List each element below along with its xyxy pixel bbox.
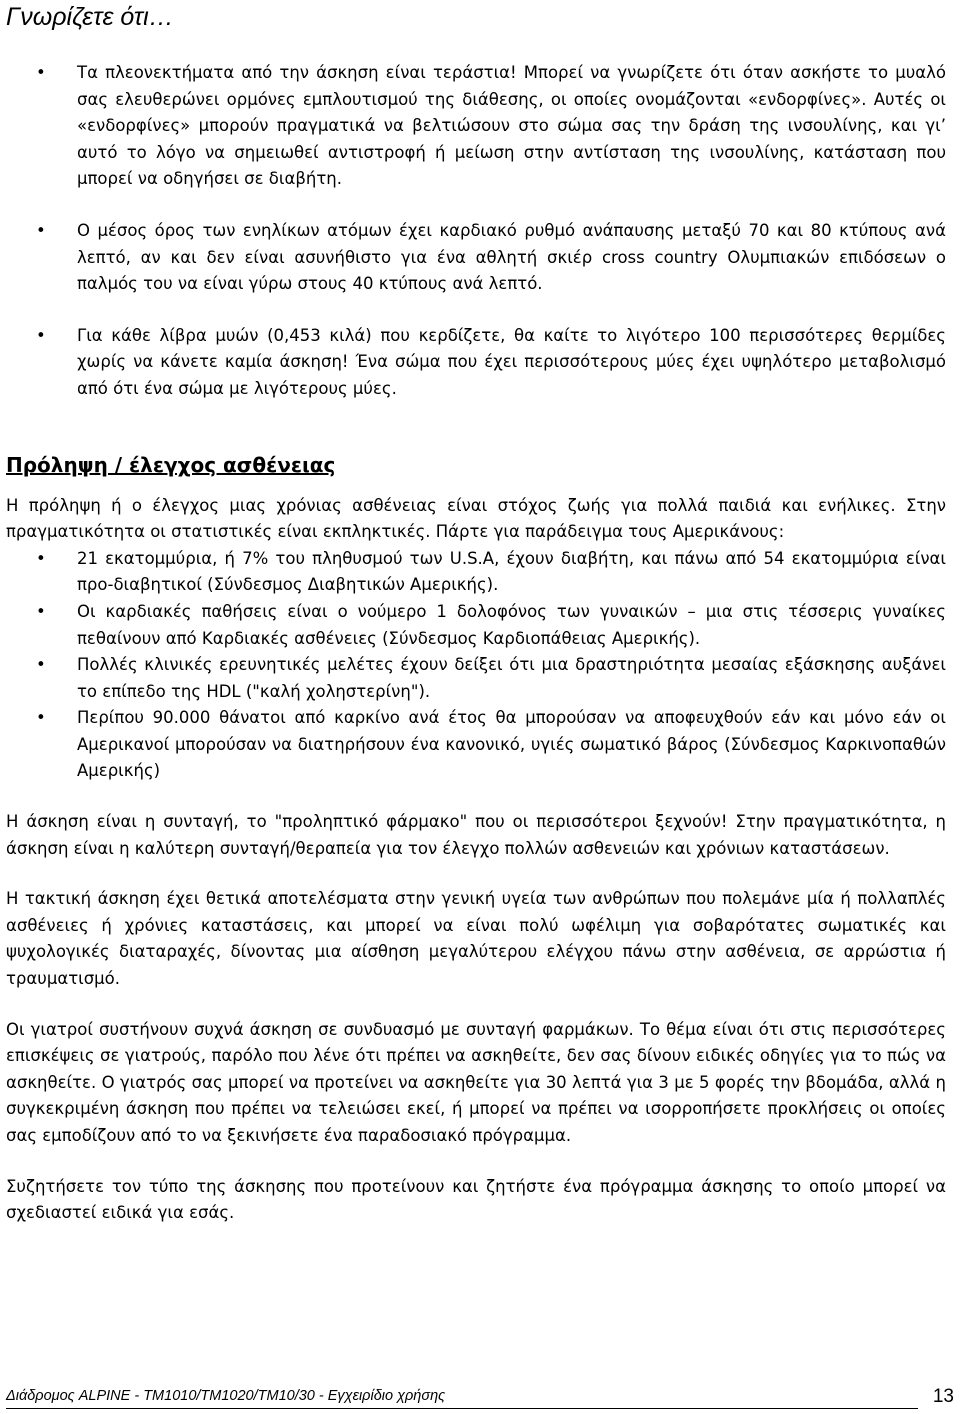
paragraph: Οι γιατροί συστήνουν συχνά άσκηση σε συνδυασμό με συνταγή φαρμάκων. Το θέμα είναι ότι στις περισσότερες επισκέψεις σε γιατρούς, παρόλο που λένε ότι πρέπει να ασκηθείτε, δεν σας δίνουν ειδικές οδηγίες για το πώς να ασκηθείτε. Ο γιατρός σας μπορεί να προτείνει να ασκηθείτε για 30 λεπτά για 3 με 5 φορές την βδομάδα, αλλά η συγκεκριμένη άσκηση που πρέπει να τελειώσει εκεί, ή μπορεί να πρέπει να ισορροπήσετε προκλήσεις οι οποίες σας εμποδίζουν από το να ξεκινήσετε ένα παραδοσιακό πρόγραμμα. [6, 1019, 946, 1145]
page-title: Γνωρίζετε ότι… [6, 3, 174, 31]
main-content [6, 60, 946, 1227]
list-item: • 21 εκατομμύρια, ή 7% του πληθυσμού των U.S.A, έχουν διαβήτη, και πάνω από 54 εκατομμύρια είναι προ-διαβητικοί (Σύνδεσμος Διαβητικών Αμερικής). [6, 546, 946, 599]
section-intro: Η πρόληψη ή ο έλεγχος μιας χρόνιας ασθένειας είναι στόχος ζωής για πολλά παιδιά και ενήλικες. Στην πραγματικότητα οι στατιστικές είναι εκπληκτικές. Πάρτε για παράδειγμα τους Αμερικάνους: [6, 495, 946, 542]
list-item: • Τα πλεονεκτήματα από την άσκηση είναι τεράστια! Μπορεί να γνωρίζετε ότι όταν ασκήστε το μυαλό σας ελευθερώνει ορμόνες εμπλουτισμού της διάθεσης, οι οποίες ονομάζονται «ενδορφίνες». Αυτές οι «ενδορφίνες» μπορούν πραγματικά να βελτιώσουν στο σώμα σας την δράση της ινσουλίνης, και γι’ αυτό το λόγο να σημειωθεί αντιστροφή ή μείωση στην αντίσταση της ινσουλίνης, κατάσταση που μπορεί να οδηγήσει σε διαβήτη. [6, 60, 946, 193]
footer-divider [6, 1408, 918, 1409]
paragraph: Η άσκηση είναι η συνταγή, το "προληπτικό φάρμακο" που οι περισσότεροι ξεχνούν! Στην πραγματικότητα, η άσκηση είναι η καλύτερη συνταγή/θεραπεία για τον έλεγχο πολλών ασθενειών και χρόνιων καταστάσεων. [6, 812, 946, 858]
list-item: • Ο μέσος όρος των ενηλίκων ατόμων έχει καρδιακό ρυθμό ανάπαυσης μεταξύ 70 και 80 κτύπους ανά λεπτό, αν και δεν είναι ασυνήθιστο για ένα αθλητή σκιέρ cross country Ολυμπιακών επιδόσεων ο παλμός του να είναι γύρω στους 40 κτύπους ανά λεπτό. [6, 218, 946, 298]
list-item: • Πολλές κλινικές ερευνητικές μελέτες έχουν δείξει ότι μια δραστηριότητα μεσαίας εξάσκησης αυξάνει το επίπεδο της HDL ("καλή χοληστερίνη"). [6, 652, 946, 705]
facts-list [6, 60, 946, 403]
page-number: 13 [932, 1386, 954, 1407]
statistics-list [6, 546, 946, 785]
list-item: • Οι καρδιακές παθήσεις είναι ο νούμερο 1 δολοφόνος των γυναικών – μια στις τέσσερις γυναίκες πεθαίνουν από Καρδιακές ασθένειες (Σύνδεσμος Καρδιοπάθειας Αμερικής). [6, 599, 946, 652]
paragraph: Συζητήσετε τον τύπο της άσκησης που προτείνουν και ζητήστε ένα πρόγραμμα άσκησης το οποίο μπορεί να σχεδιαστεί ειδικά για εσάς. [6, 1176, 946, 1223]
paragraph: Η τακτική άσκηση έχει θετικά αποτελέσματα στην γενική υγεία των ανθρώπων που πολεμάνε μία ή πολλαπλές ασθένειες ή χρόνιες καταστάσεις, και μπορεί να είναι πολύ ωφέλιμη για σοβαρότατες σωματικές και ψυχολογικές διαταραχές, δίνοντας μια αίσθηση μεγαλύτερου ελέγχου πάνω στην ασθένεια, σε αρρώστια ή τραυματισμό. [6, 889, 946, 989]
section-heading: Πρόληψη / έλεγχος ασθένειας [6, 452, 336, 477]
footer-text: Διάδρομος ALPINE - TM1010/TM1020/TM10/30 - Εγχειρίδιο χρήσης [6, 1388, 446, 1404]
list-item: • Για κάθε λίβρα μυών (0,453 κιλά) που κερδίζετε, θα καίτε το λιγότερο 100 περισσότερες θερμίδες χωρίς να κάνετε καμία άσκηση! Ένα σώμα που έχει περισσότερους μύες έχει υψηλότερο μεταβολισμό από ότι ένα σώμα με λιγότερους μύες. [6, 323, 946, 403]
list-item: • Περίπου 90.000 θάνατοι από καρκίνο ανά έτος θα μπορούσαν να αποφευχθούν εάν και μόνο εάν οι Αμερικανοί μπορούσαν να διατηρήσουν ένα κανονικό, υγιές σωματικό βάρος (Σύνδεσμος Καρκινοπαθών Αμερικής) [6, 705, 946, 785]
